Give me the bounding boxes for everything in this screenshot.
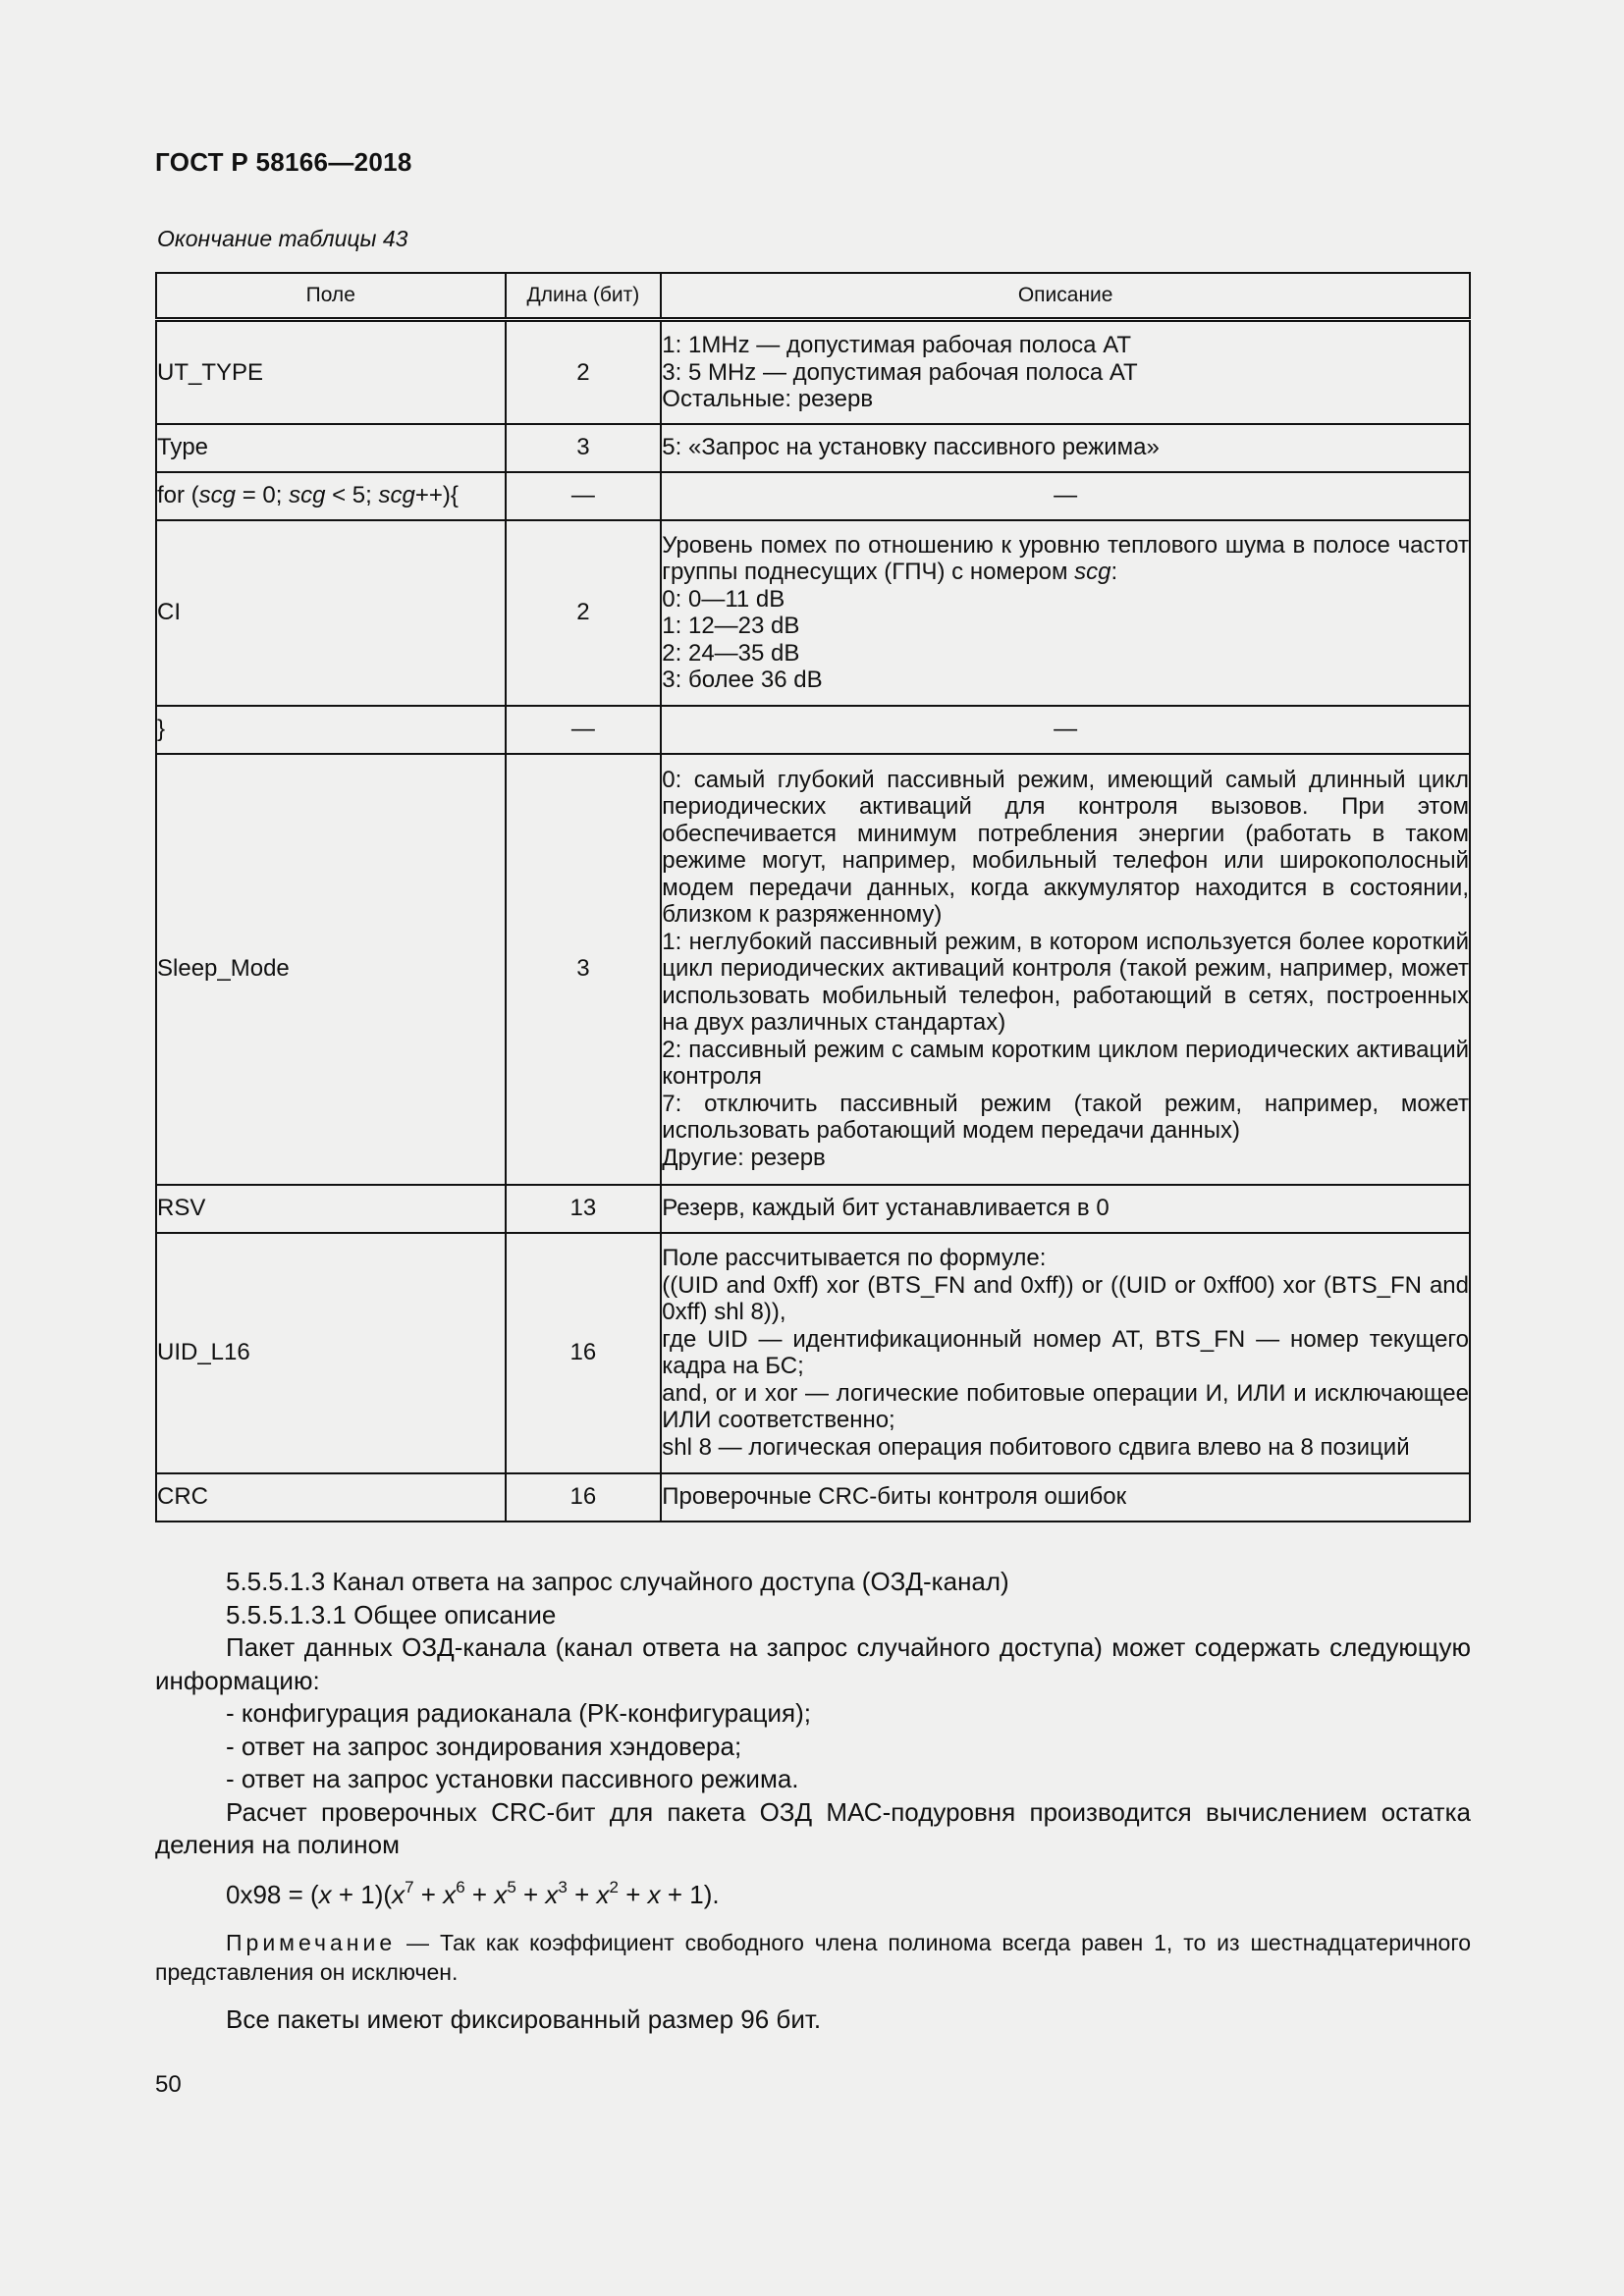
cell-bits: 2: [506, 320, 662, 424]
table-row: [156, 520, 1470, 706]
formula-var: x: [596, 1879, 610, 1909]
desc-text: :: [1110, 559, 1118, 585]
cell-bits: 3: [506, 424, 662, 472]
final-paragraph: Все пакеты имеют фиксированный размер 96 бит.: [226, 2004, 822, 2034]
cell-description: —: [661, 472, 1470, 520]
cell-field: RSV: [156, 1185, 506, 1233]
cell-field: }: [156, 706, 506, 754]
column-header-field: Поле: [156, 273, 506, 320]
desc-line: Остальные: резерв: [662, 386, 874, 412]
cell-bits: 16: [506, 1233, 662, 1473]
column-header-length: Длина (бит): [506, 273, 662, 320]
table-row: [156, 706, 1470, 754]
cell-bits: 13: [506, 1185, 662, 1233]
desc-line: 7: отключить пассивный режим (такой режим, например, может использовать работающий модем передачи данных): [662, 1090, 1469, 1145]
cell-field: UT_TYPE: [156, 320, 506, 424]
formula-text: +: [619, 1879, 648, 1909]
table-caption: Окончание таблицы 43: [157, 226, 408, 251]
desc-line: shl 8 — логическая операция побитового сдвига влево на 8 позиций: [662, 1433, 1410, 1461]
formula-text: +: [515, 1879, 546, 1909]
formula-var: x: [318, 1879, 332, 1909]
cell-field: [156, 472, 506, 520]
subsection-heading: 5.5.5.1.3.1 Общее описание: [226, 1599, 557, 1629]
formula-text: + 1)(: [331, 1879, 393, 1909]
desc-line: Поле рассчитывается по формуле:: [662, 1245, 1047, 1271]
cell-field: Type: [156, 424, 506, 472]
list-item: - ответ на запрос установки пассивного режима.: [226, 1764, 799, 1793]
cell-field: CI: [156, 520, 506, 706]
desc-line: and, or и xor — логические побитовые операции И, ИЛИ и исключающее ИЛИ соответственно;: [662, 1379, 1469, 1433]
table-row: [156, 472, 1470, 520]
table-row: [156, 320, 1470, 424]
code-var: scg: [198, 482, 237, 509]
formula-exp: 2: [609, 1877, 619, 1896]
cell-field: Sleep_Mode: [156, 754, 506, 1185]
desc-line: 3: более 36 dB: [662, 667, 823, 693]
cell-bits: 16: [506, 1473, 662, 1522]
intro-paragraph: Пакет данных ОЗД-канала (канал ответа на запрос случайного доступа) может содержать следующую информацию:: [155, 1632, 1471, 1695]
cell-description: [661, 1233, 1470, 1473]
table-row: [156, 1185, 1470, 1233]
code-text: ++){: [414, 482, 459, 509]
desc-line: где UID — идентификационный номер АТ, BTS_FN — номер текущего кадра на БС;: [662, 1325, 1469, 1379]
cell-description: Резерв, каждый бит устанавливается в 0: [661, 1185, 1470, 1233]
desc-line: 0: 0—11 dB: [662, 585, 785, 613]
note-text: — Так как коэффициент свободного члена полинома всегда равен 1, то из шестнадцатеричного представления он исключен.: [155, 1930, 1471, 1985]
section-heading: 5.5.5.1.3 Канал ответа на запрос случайного доступа (ОЗД-канал): [226, 1567, 1009, 1596]
cell-description: [661, 320, 1470, 424]
desc-line: 1: 1MHz — допустимая рабочая полоса АТ: [662, 332, 1131, 358]
formula-exp: 5: [507, 1877, 516, 1896]
code-var: scg: [289, 482, 326, 509]
cell-bits: —: [506, 706, 662, 754]
table-header-row: [156, 273, 1470, 320]
cell-description: [661, 754, 1470, 1185]
desc-line: 0: самый глубокий пассивный режим, имеющий самый длинный цикл периодических активаций для контроля вызовов. При этом обеспечивается минимум потребления энергии (работать в таком режиме могут, например, мобильный телефон или широкополосный модем передачи данных, когда аккумулятор находится в состоянии, близком к разряженному): [662, 766, 1469, 929]
page-number: 50: [155, 2071, 182, 2098]
cell-description: Проверочные CRC-биты контроля ошибок: [661, 1473, 1470, 1522]
desc-line: 1: 12—23 dB: [662, 613, 800, 639]
cell-bits: —: [506, 472, 662, 520]
code-text: < 5;: [325, 482, 379, 509]
code-text: for (: [157, 482, 199, 509]
cell-field: UID_L16: [156, 1233, 506, 1473]
desc-intro: [662, 532, 1469, 586]
formula-exp: 3: [558, 1877, 568, 1896]
code-text: = 0;: [236, 482, 290, 509]
cell-bits: 3: [506, 754, 662, 1185]
desc-line: 2: пассивный режим с самым коротким циклом периодических активаций контроля: [662, 1036, 1469, 1091]
data-table: [155, 272, 1471, 1522]
desc-line: 1: неглубокий пассивный режим, в котором используется более короткий цикл периодических активаций контроля (такой режим, например, может использовать мобильный телефон, работающий в сетях, построенных на двух различных стандартах): [662, 928, 1469, 1037]
note-label: Примечание: [226, 1930, 397, 1955]
cell-bits: 2: [506, 520, 662, 706]
formula-var: x: [443, 1879, 457, 1909]
cell-description: [661, 520, 1470, 706]
table-row: [156, 754, 1470, 1185]
formula-var: x: [647, 1879, 661, 1909]
formula-text: 0x98 = (: [226, 1879, 319, 1909]
formula-text: + 1).: [660, 1879, 720, 1909]
formula-var: x: [392, 1879, 406, 1909]
table-row: [156, 1233, 1470, 1473]
body-text: [155, 1566, 1471, 2037]
formula-text: +: [413, 1879, 444, 1909]
table-row: [156, 1473, 1470, 1522]
formula-text: +: [567, 1879, 597, 1909]
desc-line: 3: 5 MHz — допустимая рабочая полоса АТ: [662, 358, 1138, 386]
cell-description: 5: «Запрос на установку пассивного режима»: [661, 424, 1470, 472]
crc-paragraph: Расчет проверочных CRC-бит для пакета ОЗД МАС-подуровня производится вычислением остатка деления на полином: [155, 1796, 1471, 1859]
list-item: - ответ на запрос зондирования хэндовера;: [226, 1731, 742, 1761]
desc-text: Уровень помех по отношению к уровню теплового шума в полосе частот группы поднесущих (ГПЧ) с номером: [662, 531, 1469, 585]
desc-line: ((UID and 0xff) xor (BTS_FN and 0xff)) or ((UID or 0xff00) xor (BTS_FN and 0xff) shl 8)),: [662, 1271, 1469, 1325]
desc-var: scg: [1074, 559, 1111, 585]
code-var: scg: [378, 482, 415, 509]
desc-line: Другие: резерв: [662, 1144, 826, 1171]
formula-exp: 7: [405, 1877, 414, 1896]
polynomial-formula: [226, 1879, 1471, 1912]
list-item: - конфигурация радиоканала (РК-конфигурация);: [226, 1698, 811, 1728]
standard-header: ГОСТ Р 58166—2018: [155, 147, 412, 177]
desc-line: 2: 24—35 dB: [662, 639, 800, 667]
formula-exp: 6: [456, 1877, 465, 1896]
table-row: [156, 424, 1470, 472]
formula-var: x: [494, 1879, 508, 1909]
formula-var: x: [545, 1879, 559, 1909]
note-paragraph: [155, 1928, 1471, 1987]
column-header-description: Описание: [661, 273, 1470, 320]
cell-field: CRC: [156, 1473, 506, 1522]
formula-text: +: [464, 1879, 495, 1909]
cell-description: —: [661, 706, 1470, 754]
